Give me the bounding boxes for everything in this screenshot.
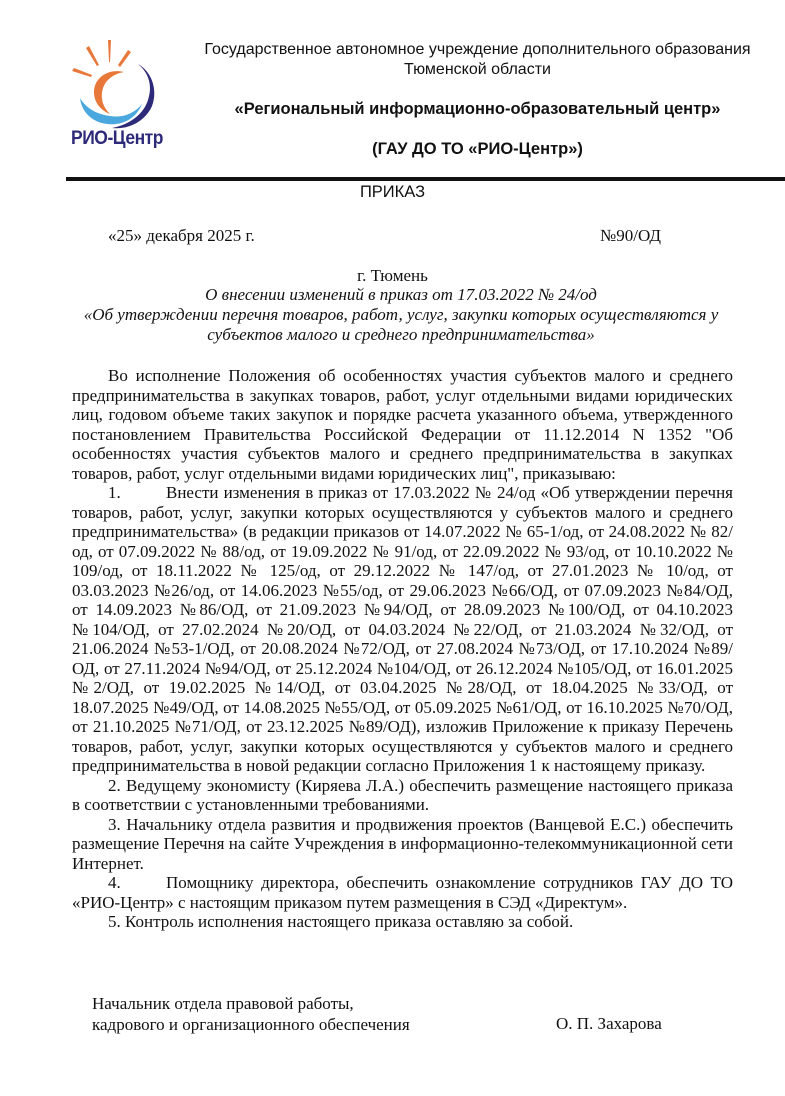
document-type-title: ПРИКАЗ	[359, 183, 426, 201]
item-text: Контроль исполнения настоящего приказа оставляю за собой.	[125, 912, 574, 931]
signatory-position	[92, 993, 410, 1035]
item-text: Помощнику директора, обеспечить ознакомление сотрудников ГАУ ДО ТО «РИО-Центр» с настоящим приказом путем размещения в СЭД «Директум».	[72, 873, 733, 912]
item-text: Ведущему экономисту (Киряева Л.А.) обеспечить размещение настоящего приказа в соответствии с установленными требованиями.	[72, 775, 734, 814]
order-item-3	[72, 815, 733, 874]
center-name: «Региональный информационно-образовательный центр»	[234, 100, 721, 118]
document-subject	[66, 285, 736, 345]
item-number: 4.	[108, 873, 121, 892]
item-number: 1.	[108, 483, 121, 502]
subject-line: «Об утверждении перечня товаров, работ, услуг, закупки которых осуществляются у	[83, 305, 719, 324]
order-item-2	[72, 776, 733, 815]
institution-region: Тюменской области	[404, 61, 551, 78]
rio-center-logo	[66, 38, 176, 158]
document-body	[72, 366, 733, 932]
preamble-paragraph: Во исполнение Положения об особенностях участия субъектов малого и среднего предпринимательства в закупках товаров, работ, услуг отдельными видами юридических лиц, годовом объеме таких закупок и порядке расчета указанного объема, утвержденного постановлением Правительства Российской Федерации от 11.12.2014 N 1352 "Об особенностях участия субъектов малого и среднего предпринимательства в закупках товаров, работ, услуг отдельными видами юридических лиц", приказываю:	[72, 366, 733, 483]
item-number: 3.	[108, 814, 121, 834]
logo-text: РИО-Центр	[71, 128, 163, 149]
position-line: Начальник отдела правовой работы,	[92, 994, 354, 1013]
document-number: №90/ОД	[600, 226, 661, 245]
order-item-5	[72, 912, 733, 932]
signatory-name: О. П. Захарова	[556, 1014, 662, 1033]
subject-line: О внесении изменений в приказ от 17.03.2022 № 24/од	[205, 285, 597, 304]
header-divider	[66, 177, 785, 181]
institution-name: Государственное автономное учреждение дополнительного образования	[204, 41, 751, 58]
position-line: кадрового и организационного обеспечения	[92, 1015, 410, 1034]
document-city: г. Тюмень	[357, 266, 428, 285]
center-abbreviation: (ГАУ ДО ТО «РИО-Центр»)	[372, 140, 583, 158]
document-date: «25» декабря 2025 г.	[108, 226, 255, 245]
order-item-1	[72, 483, 733, 776]
item-number: 2.	[108, 775, 121, 795]
order-item-4	[72, 873, 733, 912]
subject-line: субъектов малого и среднего предпринимательства»	[207, 325, 595, 344]
item-number: 5.	[108, 912, 121, 931]
item-text: Начальнику отдела развития и продвижения проектов (Ванцевой Е.С.) обеспечить размещение Перечня на сайте Учреждения в информационно-телекоммуникационной сети Интернет.	[72, 814, 733, 873]
sun-logo-icon	[66, 38, 176, 133]
item-text: Внести изменения в приказ от 17.03.2022 № 24/од «Об утверждении перечня товаров, работ, услуг, закупки которых осуществляются у субъектов малого и среднего предпринимательства» (в редакции приказов от 14.07.2022 № 65-1/од, от 24.08.2022 № 82/од, от 07.09.2022 № 88/од, от 19.09.2022 № 91/од, от 22.09.2022 № 93/од, от 10.10.2022 № 109/од, от 18.11.2022 № 125/од, от 29.12.2022 № 147/од, от 27.01.2023 № 10/од, от 03.03.2023 №26/од, от 14.06.2023 №55/од, от 29.06.2023 №66/ОД, от 07.09.2023 №84/ОД, от 14.09.2023 №86/ОД, от 21.09.2023 №94/ОД, от 28.09.2023 №100/ОД, от 04.10.2023 №104/ОД, от 27.02.2024 №20/ОД, от 04.03.2024 №22/ОД, от 21.03.2024 №32/ОД, от 21.06.2024 №53-1/ОД, от 20.08.2024 №72/ОД, от 27.08.2024 №73/ОД, от 17.10.2024 №89/ОД, от 27.11.2024 №94/ОД, от 25.12.2024 №104/ОД, от 26.12.2024 №105/ОД, от 16.01.2025 №2/ОД, от 19.02.2025 №14/ОД, от 03.04.2025 №28/ОД, от 18.04.2025 №33/ОД, от 18.07.2025 №49/ОД, от 14.08.2025 №55/ОД, от 05.09.2025 №61/ОД, от 16.10.2025 №70/ОД, от 21.10.2025 №71/ОД, от 23.12.2025 №89/ОД), изложив Приложение к приказу Перечень товаров, работ, услуг, закупки которых осуществляются у субъектов малого и среднего предпринимательства в новой редакции согласно Приложения 1 к настоящему приказу.	[72, 483, 733, 775]
